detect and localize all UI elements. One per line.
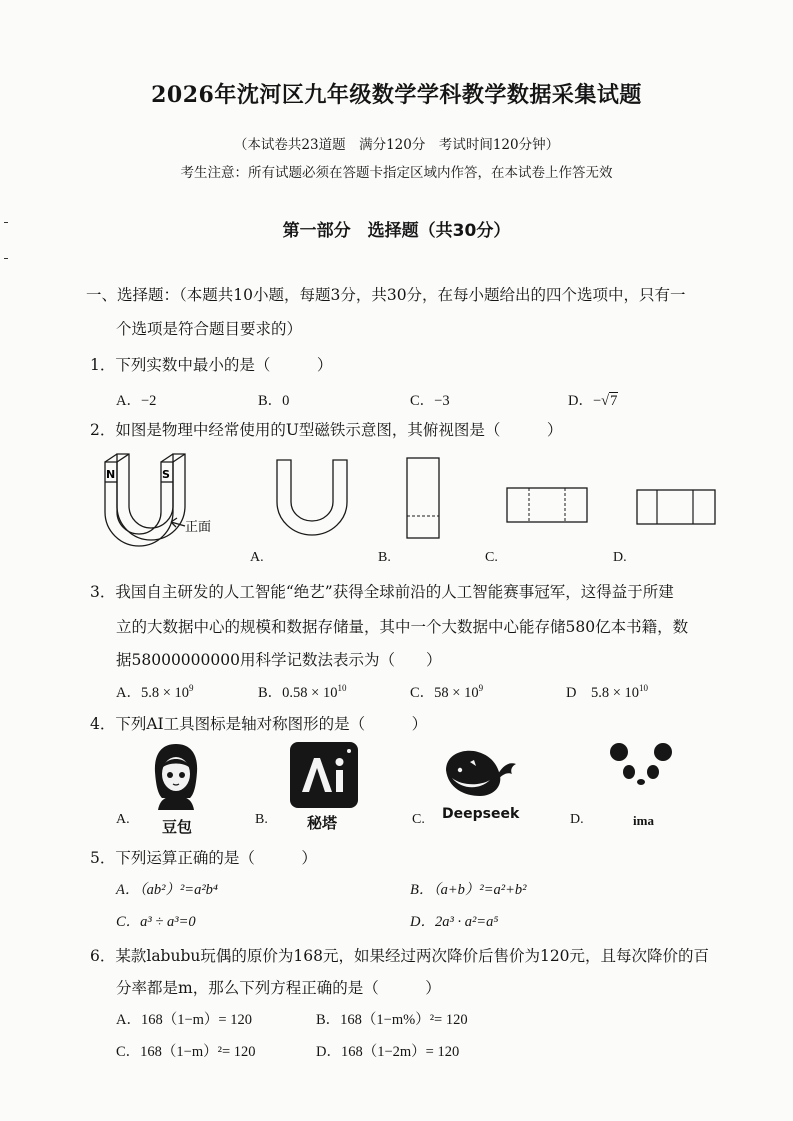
q3-stem-line2: 立的大数据中心的规模和数据存储量，其中一个大数据中心能存储580亿本书籍，数 [116,618,689,636]
pole-n-label: N [106,468,116,481]
q6-option-a: A．168（1−m）= 120 [116,1012,252,1028]
q2-label-b: B. [378,550,391,565]
q5-option-b: B．（a+b）²=a²+b² [410,882,527,898]
q5-option-a: A．（ab²）²=a²b⁴ [116,882,218,898]
q4-label-d: D. [570,812,584,827]
q2-figure-c [505,486,589,524]
part1-instructions-line1: 一、选择题：（本题共10小题，每题3分，共30分，在每小题给出的四个选项中，只有一 [86,286,686,304]
margin-mark [4,258,8,259]
q2-label-c: C. [485,550,498,565]
q6-option-c: C．168（1−m）²= 120 [116,1044,256,1060]
q4-name-d: ima [633,813,654,828]
doubao-icon [150,740,202,810]
exam-notice: 考生注意：所有试题必须在答题卡指定区域内作答，在本试卷上作答无效 [180,165,613,181]
q3-stem-line1: 3．我国自主研发的人工智能“绝艺”获得全球前沿的人工智能赛事冠军，这得益于所建 [90,583,674,601]
q2-figure-a [275,458,350,538]
q1-stem: 1．下列实数中最小的是（ ） [90,356,333,374]
q4-label-a: A. [116,812,130,827]
q3-option-b: B．$0.58 \times 10^{10}$ [258,683,347,701]
q1-option-a: A．−2 [116,393,157,409]
q2-stem: 2．如图是物理中经常使用的U型磁铁示意图，其俯视图是（ ） [90,421,563,439]
q4-stem: 4．下列AI工具图标是轴对称图形的是（ ） [90,715,428,733]
q4-name-a: 豆包 [162,818,193,836]
pole-s-label: S [162,468,170,481]
front-label: 正面 [185,520,212,535]
q1-option-d: D．−√7 [568,393,618,409]
q4-label-c: C. [412,812,425,827]
q3-option-a: A．$5.8 \times 10^9$ [116,683,194,701]
q2-figure-d [635,488,719,526]
q2-figure-b [405,456,441,540]
section-title: 第一部分 选择题（共30分） [282,221,511,241]
q1-option-b: B．0 [258,393,290,409]
part1-instructions-line2: 个选项是符合题目要求的） [116,320,303,338]
exam-title: 2026年沈河区九年级数学学科教学数据采集试题 [151,82,642,108]
q6-option-d: D．168（1−2m）= 120 [316,1044,460,1060]
q5-option-c: C．a³ ÷ a³=0 [116,914,196,930]
q4-label-b: B. [255,812,268,827]
q1-option-c: C．−3 [410,393,450,409]
exam-info: （本试卷共23道题 满分120分 考试时间120分钟） [233,137,560,153]
q4-name-b: 秘塔 [307,814,338,832]
q6-option-b: B．168（1−m%）²= 120 [316,1012,468,1028]
q4-name-c: Deepseek [442,806,520,822]
deepseek-icon [440,740,520,802]
q5-stem: 5．下列运算正确的是（ ） [90,849,317,867]
q3-option-d: D $5.8 \times 10^{10}$ [566,683,649,701]
mita-icon [288,740,360,810]
q6-stem-line2: 分率都是m，那么下列方程正确的是（ ） [116,979,441,997]
q5-option-d: D．2a³ · a²=a⁵ [410,914,499,930]
ima-icon [605,738,677,788]
q6-stem-line1: 6．某款labubu玩偶的原价为168元，如果经过两次降价后售价为120元，且每次降价的百 [90,947,710,965]
magnet-figure [95,448,225,548]
q2-label-a: A. [250,550,264,565]
q3-stem-line3: 据58000000000用科学记数法表示为（ ） [116,651,442,669]
q2-label-d: D. [613,550,627,565]
q3-option-c: C．$58 \times 10^9$ [410,683,484,701]
